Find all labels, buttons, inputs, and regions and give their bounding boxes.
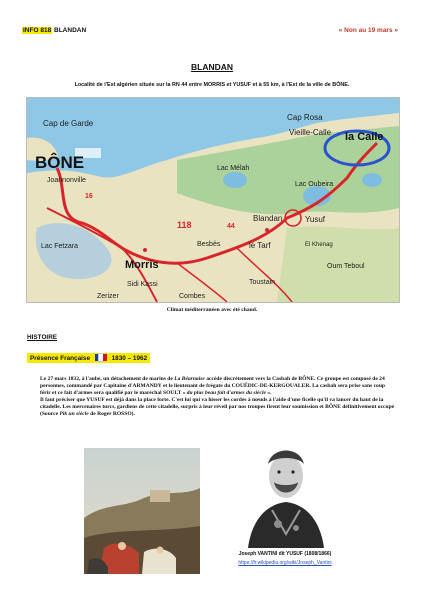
label-sidi-kassi: Sidi Kassi — [127, 281, 158, 288]
label-cap-de-garde: Cap de Garde — [43, 119, 94, 128]
label-road-44: 44 — [227, 223, 235, 230]
region-map — [26, 97, 400, 303]
label-road-118: 118 — [177, 220, 192, 230]
history-paragraph-1: Le 27 mars 1832, à l'aube, un détachement de marins de La Béarnaise accède discrètement vers la Casbah de BÔNE. Ce groupe est composé de 24 personnes, commandé par Capitaine d'ARMANDY et le lieutenant de frégate du COUËDIC-DE-KERGOUALER. La casbah sera prise sans coup férir et ce fait d'armes sera qualifié par le maréchal SOULT « du plus beau fait d'armes du siècle ». — [40, 376, 385, 396]
label-yusuf: Yusuf — [305, 215, 326, 224]
portrait-caption: Joseph VANTINI dit YUSUF (1808/1866) — [238, 551, 332, 557]
history-heading: HISTOIRE — [27, 334, 58, 341]
label-vieille-calle: Vieille-Calle — [289, 128, 332, 137]
lake-melah — [223, 172, 247, 188]
map-graphic — [27, 98, 399, 302]
historical-painting — [84, 448, 200, 574]
info-number: 818 — [40, 27, 52, 34]
portrait-graphic — [238, 438, 334, 548]
label-le-tarf: le Tarf — [249, 241, 271, 250]
history-paragraph-2: Il faut préciser que YUSUF est déjà dans la place forte. C'est lui qui va hisser les cordes à nœuds à l'aide d'une ficelle qu'il va lancer du haut de la citadelle. Les mercenaires turcs, gardiens de cette citadelle, surpris à leur réveil par nos troupes firent leur soumission et BÔNE définitivement occupé (Source Pik un siècle de Roger ROSSO). — [40, 397, 395, 417]
label-lac-melah: Lac Mélah — [217, 165, 250, 172]
marker-blandan — [265, 228, 269, 232]
presence-years: 1830 – 1962 — [111, 355, 148, 362]
page-title: BLANDAN — [190, 62, 234, 72]
lake-tonga — [362, 173, 382, 187]
label-el-khenag: El Khenag — [305, 242, 333, 248]
presence-banner — [27, 353, 150, 363]
label-lac-fetzara: Lac Fetzara — [41, 243, 78, 250]
painting-graphic — [84, 448, 200, 574]
label-blandan: Blandan — [253, 214, 283, 223]
yusuf-portrait — [238, 438, 334, 548]
label-morris: Morris — [125, 259, 159, 271]
header-note: « Non au 19 mars » — [338, 27, 398, 34]
presence-label: Présence Française — [30, 355, 91, 362]
page-subtitle: Localité de l'Est algérien située sur la RN 44 entre MORRIS et YUSUF et à 55 km, à l'Est de la ville de BÔNE. — [74, 82, 350, 88]
history-text — [40, 376, 396, 418]
label-joannonville: Joannonville — [47, 177, 86, 184]
french-flag-icon — [95, 354, 107, 361]
label-bone: BÔNE — [35, 153, 85, 172]
label-road-16: 16 — [85, 193, 93, 200]
info-name: BLANDAN — [54, 27, 87, 34]
label-lac-oubeira: Lac Oubeira — [295, 181, 334, 188]
label-oum-teboul: Oum Teboul — [327, 263, 365, 270]
label-zerizer: Zerizer — [97, 293, 119, 300]
info-prefix: INFO — [23, 27, 39, 34]
marker-morris — [143, 248, 147, 252]
label-la-calle: la Calle — [345, 131, 384, 143]
portrait-link[interactable]: https://fr.wikipedia.org/wiki/Joseph_Vantini — [238, 560, 332, 566]
map-caption: Climat méditerranéen avec été chaud. — [166, 307, 258, 313]
label-toustain: Toustain — [249, 279, 276, 286]
label-besbes: Besbès — [197, 241, 221, 248]
label-combes: Combes — [179, 293, 206, 300]
info-reference — [22, 27, 86, 34]
label-cap-rosa: Cap Rosa — [287, 113, 323, 122]
